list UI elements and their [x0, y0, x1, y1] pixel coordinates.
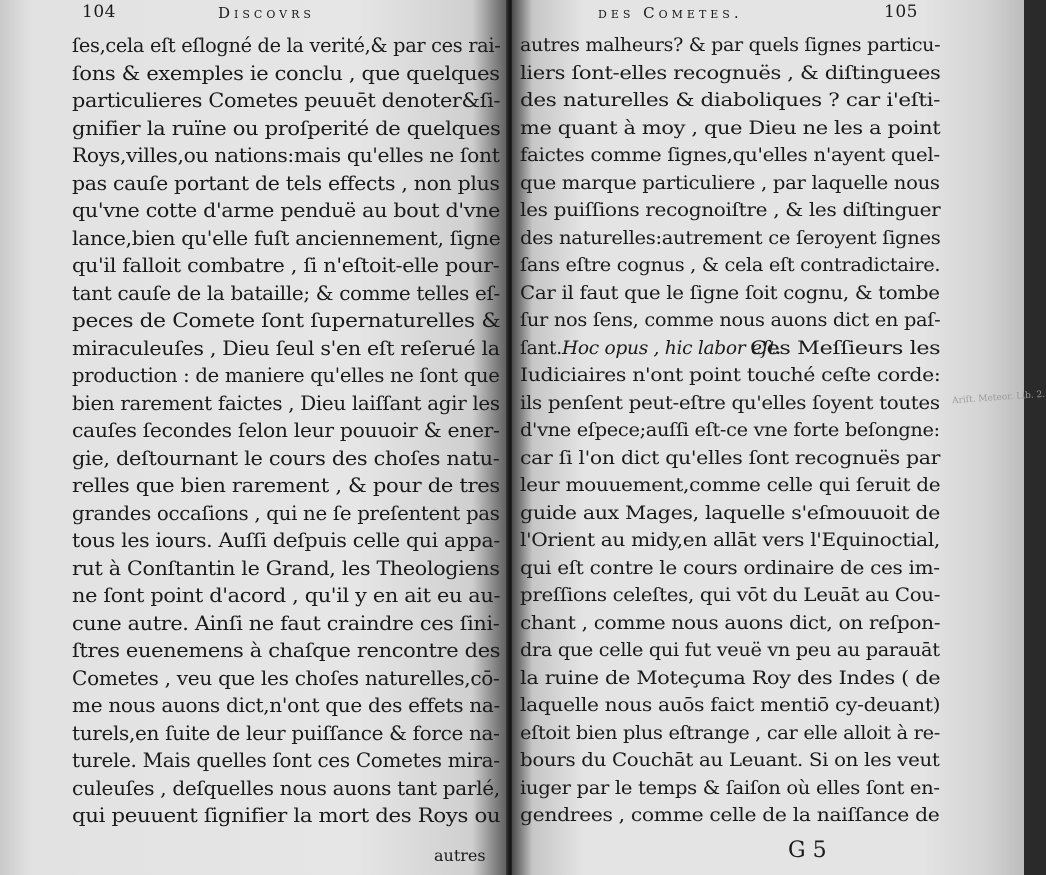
text-line: ſant. [520, 337, 562, 359]
text-line: dra que celle qui fut veuë vn peu au parauāt [520, 640, 940, 661]
text-line: car ſi l'on dict qu'elles ſont recognuës par [520, 447, 941, 469]
text-line: production : de maniere qu'elles ne ſont que [72, 364, 500, 387]
text-line: culeuſes , deſquelles nous auons tant parlé, [72, 776, 500, 800]
text-line: me nous auons dict,n'ont que des effets na- [72, 694, 500, 717]
running-head: Discovrs [218, 4, 315, 22]
text-line: relles que bien rarement , & pour de tres [72, 474, 500, 497]
text-line: Roys,villes,ou nations:mais qu'elles ne ſont [72, 144, 500, 167]
text-line: tant cauſe de la bataille; & comme telles eſ- [72, 281, 500, 305]
text-line: bien rarement faictes , Dieu laiſſant agir les [72, 391, 500, 415]
page-number: 104 [82, 2, 116, 22]
text-line: particulieres Cometes peuuēt denoter&ſi- [72, 89, 501, 112]
text-line: Cometes , veu que les choſes naturelles,cō- [72, 666, 500, 690]
text-line: miraculeuſes , Dieu ſeul s'en eſt reſerué la [72, 336, 500, 360]
text-line: tous les iours. Auſſi deſpuis celle qui appa- [72, 529, 500, 552]
text-line: d'vne eſpece;auſſi eſt-ce vne forte beſongne: [520, 420, 940, 441]
text-line: Car il faut que le ſigne ſoit cognu, & tombe [520, 282, 940, 304]
text-line: que marque particuliere , par laquelle nous [520, 172, 940, 194]
text-line: gendrees , comme celle de la naiſſance de [520, 805, 940, 826]
running-head: des Cometes. [598, 4, 743, 22]
margin-note: Ariſt. Meteor. Lib. 2. [951, 389, 1046, 407]
text-line: faictes comme ſignes,qu'elles n'ayent quel- [520, 145, 940, 166]
text-line: des naturelles & diaboliques ? car i'eſti- [520, 90, 941, 111]
text-line: ils penſent peut-eſtre qu'elles ſoyent toutes [520, 392, 940, 414]
text-line: cauſes ſecondes ſelon leur pouuoir & ener- [72, 419, 500, 442]
text-line: turele. Mais quelles ſont ces Cometes mira- [72, 749, 500, 772]
text-line: des naturelles:autrement ce ſeroyent ſignes [520, 227, 941, 249]
right-page [512, 0, 1046, 875]
text-line: les puiſſions recognoiſtre , & les diſtinguer [520, 200, 941, 221]
left-page [0, 0, 508, 875]
text-line: bours du Couchāt au Leuant. Si on les veut [520, 750, 940, 771]
text-line: Ces Meſſieurs les [750, 337, 941, 359]
text-line: grandes occaſions , qui ne ſe preſentent pas [72, 501, 500, 525]
page-number: 105 [884, 2, 918, 22]
text-line: laquelle nous auōs faict mentiō cy-deuant) [520, 695, 941, 716]
text-line: preſſions celeſtes, qui vōt du Leuāt au Cou- [520, 585, 941, 606]
signature-mark: G 5 [788, 838, 827, 863]
text-line: pas cauſe portant de tels effects , non plus [72, 171, 500, 195]
text-line: ſur nos ſens, comme nous auons dict en paſ- [520, 310, 941, 331]
text-line: qui eſt contre le cours ordinaire de ces im- [520, 557, 940, 579]
text-line: qu'il falloit combatre , ſi n'eſtoit-elle pour- [72, 254, 500, 277]
text-line: liers ſont-elles recognuës , & diſtinguees [520, 62, 941, 84]
text-line: qui peuuent ſignifier la mort des Roys ou [72, 804, 501, 827]
text-line: cune autre. Ainſi ne faut craindre ces ſini- [72, 611, 500, 635]
text-line: me quant à moy , que Dieu ne les a point [520, 117, 941, 139]
text-line: guide aux Mages, laquelle s'eſmouuoit de [520, 502, 940, 524]
text-line: la ruine de Moteçuma Roy des Indes ( de [520, 667, 941, 689]
text-line: ſons & exemples ie conclu , que quelques [72, 61, 500, 85]
text-line: qu'vne cotte d'arme penduë au bout d'vne [72, 199, 500, 222]
text-line: iuger par le temps & ſaiſon où elles ſont en- [520, 777, 940, 799]
text-line: rut à Conſtantin le Grand, les Theologiens [72, 556, 500, 580]
catchword: autres [434, 846, 486, 865]
text-line: ſans eſtre cognus , & cela eſt contradictaire. [520, 255, 941, 276]
text-line: peces de Comete ſont ſupernaturelles & [72, 309, 501, 332]
latin-quote: Hoc opus , hic labor eſt. [562, 337, 782, 359]
text-line: ſes,cela eſt eſlogné de la verité,& par ces rai- [72, 34, 501, 57]
text-line: ſtres euenemens à chaſque rencontre des [72, 639, 501, 662]
text-line: leur mouuement,comme celle qui ſeruit de [520, 475, 941, 496]
text-line: lance,bien qu'elle fuſt anciennement, ſigne [72, 226, 501, 250]
text-line: gie, deſtournant le cours des choſes natu- [72, 446, 500, 470]
text-line: ne ſont point d'acord , qu'il y en ait eu au- [72, 584, 501, 607]
text-line: eſtoit bien plus eſtrange , car elle alloit à re- [520, 722, 940, 744]
text-line: l'Orient au midy,en allāt vers l'Equinoctial, [520, 530, 940, 551]
text-line: Iudiciaires n'ont point touché ceſte corde: [520, 365, 941, 386]
text-line: gnifier la ruïne ou proſperité de quelques [72, 116, 501, 140]
text-line: turels,en ſuite de leur puiſſance & force na- [72, 721, 500, 745]
text-line: chant , comme nous auons dict, on reſpon- [520, 612, 941, 634]
text-line: autres malheurs? & par quels ſignes particu- [520, 35, 941, 56]
